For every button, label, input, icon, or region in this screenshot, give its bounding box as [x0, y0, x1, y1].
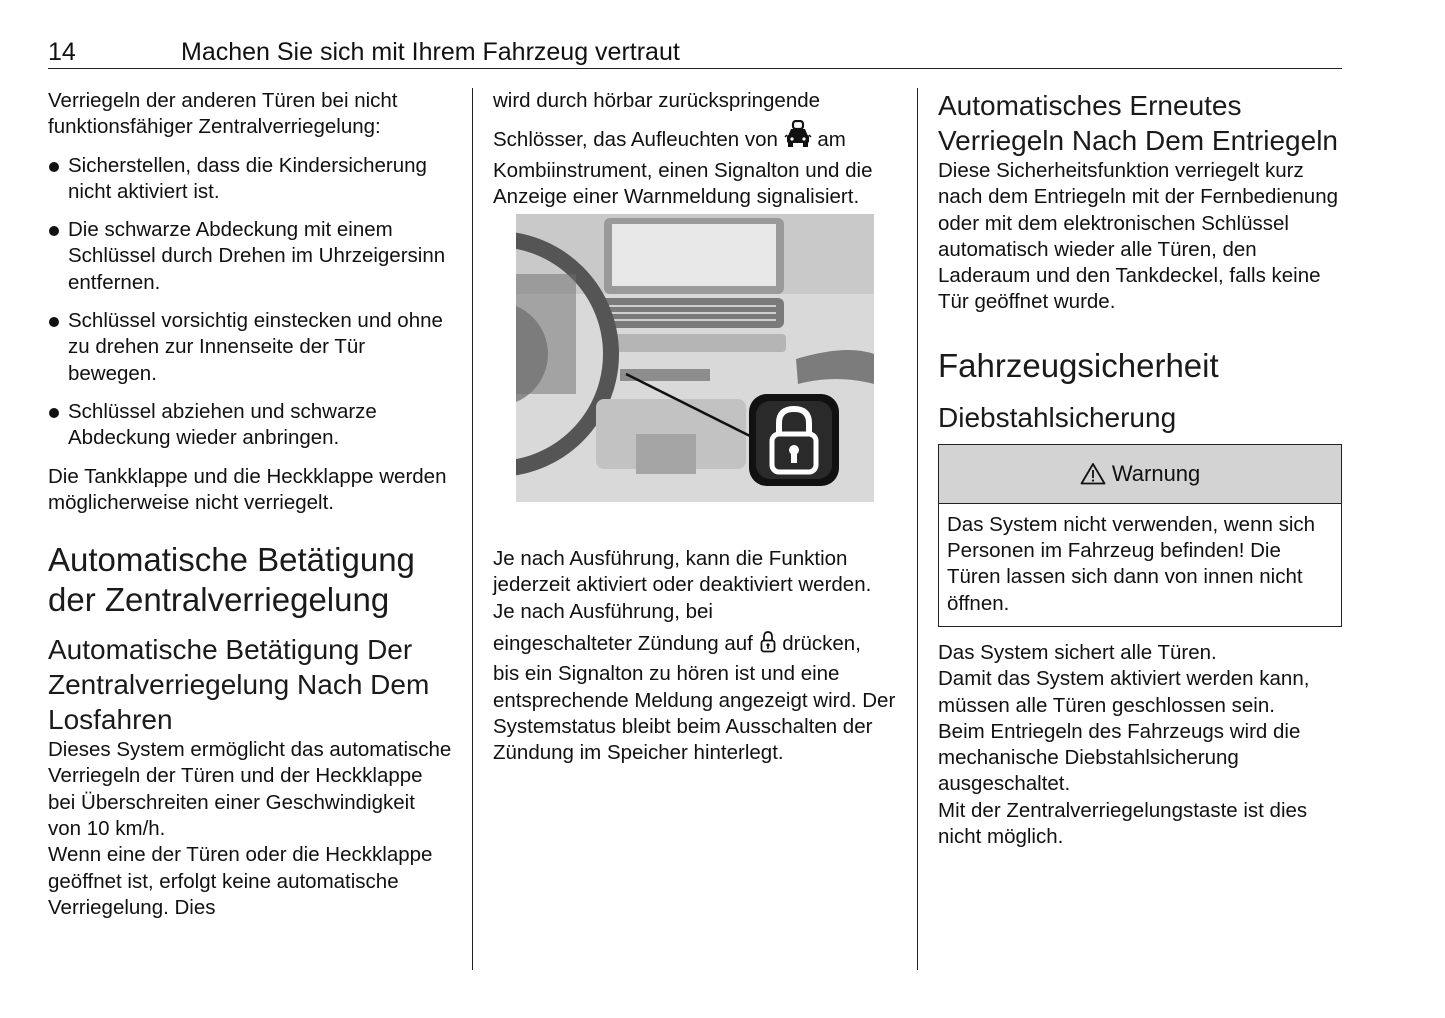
subsection-heading: Automatische Betätigung Der Zentralverriegelung Nach Dem Losfahren	[48, 634, 430, 736]
column-divider-2	[917, 88, 918, 970]
dashboard-illustration	[516, 214, 874, 502]
padlock-button-icon	[759, 630, 777, 661]
continued-paragraph: Schlösser, das Aufleuchten von am Kombiinstrument, einen Signalton und die Anzeige einer Warnmeldung signalisiert.	[493, 120, 898, 210]
list-item: Schlüssel abziehen und schwarze Abdeckung wieder anbringen.	[48, 399, 453, 452]
list-item: Die schwarze Abdeckung mit einem Schlüssel durch Drehen im Uhrzeigersinn entfernen.	[48, 217, 453, 296]
list-item: Sicherstellen, dass die Kindersicherung nicht aktiviert ist.	[48, 153, 453, 206]
intro-paragraph: Verriegeln der anderen Türen bei nicht funktionsfähiger Zentralverriegelung:	[48, 89, 398, 139]
text-line: Das System sichert alle Türen.	[938, 640, 1217, 664]
bullet-icon	[49, 162, 59, 172]
continued-line: wird durch hörbar zurückspringende	[493, 89, 821, 112]
function-paragraph-2: bis ein Signalton zu hören ist und eine entsprechende Meldung angezeigt wird. Der Systemstatus bleibt beim Ausschalten der Zündung im Speicher hinterlegt.	[493, 662, 896, 765]
car-lock-indicator-icon	[784, 120, 812, 157]
header-rule	[48, 68, 1342, 69]
warning-body	[939, 504, 1341, 626]
warning-text: Das System nicht verwenden, wenn sich Personen im Fahrzeug befinden! Die Türen lassen sich dann von innen nicht öffnen.	[947, 512, 1316, 615]
text-line: Beim Entriegeln des Fahrzeugs wird die mechanische Diebstahlsicherung ausgeschaltet.	[938, 719, 1301, 796]
theft-protection-text	[938, 640, 1343, 850]
bullet-icon	[49, 408, 59, 418]
subsection-heading: Diebstahlsicherung	[938, 401, 1177, 433]
page-header	[48, 38, 1342, 70]
relock-heading: Automatisches Erneutes Verriegeln Nach Dem Entriegeln	[938, 90, 1338, 156]
running-title: Machen Sie sich mit Ihrem Fahrzeug vertraut	[181, 38, 680, 66]
relock-paragraph: Diese Sicherheitsfunktion verriegelt kurz nach dem Entriegeln mit der Fernbedienung oder mit dem elektronischen Schlüssel automatisch wieder alle Türen, den Laderaum und den Tankdeckel, falls keine Tür geöffnet wurde.	[938, 159, 1338, 314]
note-paragraph: Die Tankklappe und die Heckklappe werden möglicherweise nicht verriegelt.	[48, 464, 447, 514]
function-paragraph: Je nach Ausführung, kann die Funktion jederzeit aktiviert oder deaktiviert werden. Je nach Ausführung, bei	[493, 547, 872, 623]
warning-header	[939, 445, 1341, 504]
section-heading: Automatische Betätigung der Zentralverriegelung	[48, 541, 415, 619]
bullet-icon	[49, 226, 59, 236]
column-left	[48, 88, 453, 921]
bullet-list	[48, 153, 453, 452]
list-item: Schlüssel vorsichtig einstecken und ohne zu drehen zur Innenseite der Tür bewegen.	[48, 308, 453, 387]
warning-title: Warnung	[1111, 460, 1201, 486]
page-number: 14	[48, 38, 76, 66]
text-line: Damit das System aktiviert werden kann, müssen alle Türen geschlossen sein.	[938, 667, 1310, 717]
body-paragraph-2: Wenn eine der Türen oder die Heckklappe geöffnet ist, erfolgt keine automatische Verriegelung. Dies	[48, 843, 433, 919]
function-paragraph-icon-line: eingeschalteter Zündung auf drücken,	[493, 630, 898, 661]
warning-box	[938, 444, 1342, 627]
column-divider-1	[472, 88, 473, 970]
column-middle	[493, 88, 898, 767]
section-heading: Fahrzeugsicherheit	[938, 346, 1219, 384]
body-paragraph: Dieses System ermöglicht das automatische Verriegeln der Türen und der Heckklappe bei Überschreiten einer Geschwindigkeit von 10 km/h.	[48, 738, 452, 841]
column-right	[938, 88, 1343, 850]
text-line: Mit der Zentralverriegelungstaste ist dies nicht möglich.	[938, 798, 1308, 849]
warning-triangle-icon	[1080, 449, 1106, 507]
bullet-icon	[49, 317, 59, 327]
